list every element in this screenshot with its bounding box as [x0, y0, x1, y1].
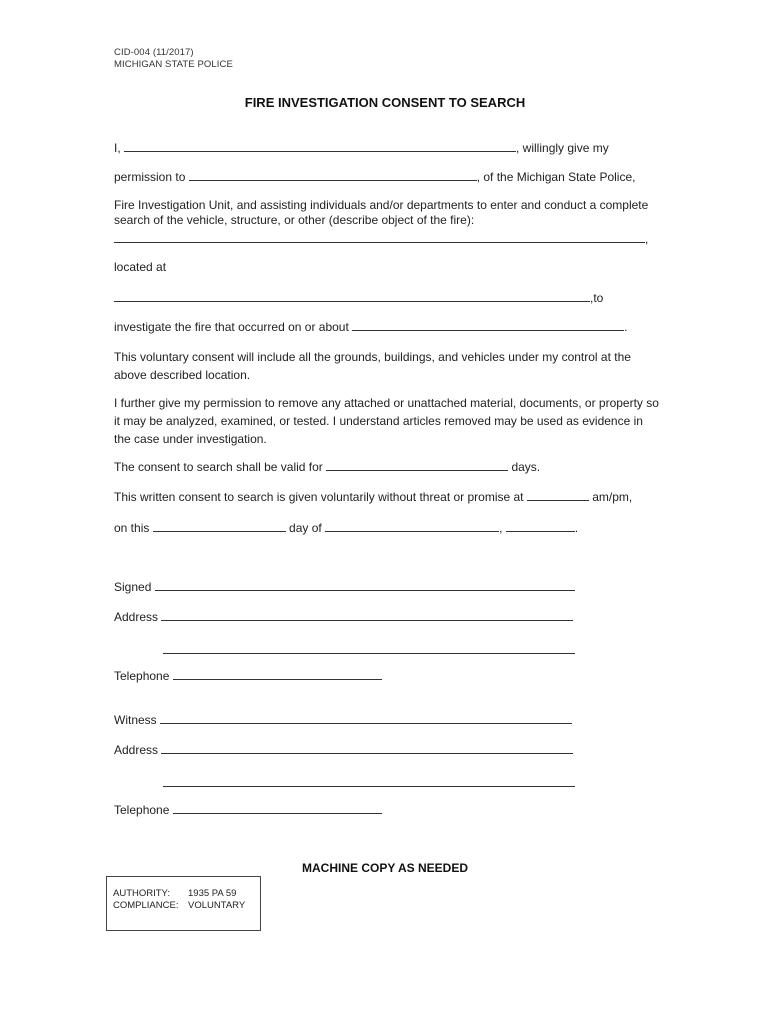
signed-label: Signed [114, 580, 155, 594]
witness-address-field[interactable] [161, 742, 573, 754]
unit-paragraph: Fire Investigation Unit, and assisting individuals and/or departments to enter and conduct a complete search of the vehicle, structure, or other (describe object of the fire): [114, 198, 649, 227]
date-mid: day of [285, 521, 326, 535]
compliance-value: VOLUNTARY [188, 900, 246, 911]
telephone-label: Telephone [114, 669, 173, 683]
page-title: FIRE INVESTIGATION CONSENT TO SEARCH [244, 95, 526, 110]
day-field[interactable] [153, 520, 286, 532]
consenter-prefix: I, [114, 141, 125, 155]
witness-address-line [114, 742, 573, 757]
signature-field[interactable] [155, 579, 575, 591]
authority-label: AUTHORITY: [113, 888, 171, 899]
authority-box [106, 876, 261, 931]
form-id: CID-004 (11/2017) [114, 47, 194, 58]
fire-date-field[interactable] [352, 319, 624, 331]
address-label: Address [114, 610, 162, 624]
signer-address-field-2[interactable] [163, 642, 575, 654]
witness-telephone-field[interactable] [173, 802, 382, 814]
written-suffix: am/pm, [588, 490, 633, 504]
authority-row [113, 888, 236, 899]
year-field[interactable] [506, 520, 575, 532]
signer-telephone-field[interactable] [173, 668, 382, 680]
consenter-name-field[interactable] [124, 140, 516, 152]
witness-address-label: Address [114, 743, 162, 757]
date-comma: , [499, 521, 506, 535]
signer-address-line-2 [163, 642, 575, 657]
permission-line [114, 169, 635, 184]
written-consent-line [114, 489, 632, 504]
witness-address-field-2[interactable] [163, 775, 575, 787]
agency-name: MICHIGAN STATE POLICE [114, 59, 233, 70]
object-description-field[interactable] [114, 231, 645, 243]
permission-prefix: permission to [114, 170, 189, 184]
consent-scope-paragraph: This voluntary consent will include all the grounds, buildings, and vehicles under my control at the above described location. [114, 350, 631, 382]
investigate-line [114, 319, 628, 334]
signer-telephone-line [114, 668, 382, 683]
authority-value: 1935 PA 59 [188, 888, 237, 899]
signed-line [114, 579, 575, 594]
witness-address-line-2 [163, 775, 575, 790]
officer-name-field[interactable] [189, 169, 477, 181]
month-field[interactable] [325, 520, 499, 532]
object-suffix: , [645, 232, 649, 246]
consenter-line [114, 140, 609, 155]
investigate-prefix: investigate the fire that occurred on or about [114, 320, 353, 334]
location-suffix: ,to [590, 291, 604, 305]
witness-telephone-label: Telephone [114, 803, 173, 817]
valid-days-line [114, 459, 540, 474]
written-prefix: This written consent to search is given voluntarily without threat or promise at [114, 490, 527, 504]
investigate-suffix: . [624, 320, 628, 334]
date-suffix: . [574, 521, 579, 535]
object-line [114, 231, 648, 246]
valid-suffix: days. [508, 460, 541, 474]
signer-address-field[interactable] [161, 609, 573, 621]
valid-prefix: The consent to search shall be valid for [114, 460, 327, 474]
witness-line [114, 712, 572, 727]
permission-suffix: , of the Michigan State Police, [476, 170, 636, 184]
location-field[interactable] [114, 290, 590, 302]
valid-days-field[interactable] [326, 459, 508, 471]
consenter-suffix: , willingly give my [516, 141, 609, 155]
time-field[interactable] [527, 489, 589, 501]
date-prefix: on this [114, 521, 153, 535]
location-line [114, 290, 603, 305]
compliance-label: COMPLIANCE: [113, 900, 179, 911]
date-line [114, 520, 578, 535]
compliance-row [113, 900, 245, 911]
removal-permission-paragraph: I further give my permission to remove any attached or unattached material, documents, or property so it may be analyzed, examined, or tested. I understand articles removed may be used as evidence in the case under investigation. [114, 396, 659, 446]
witness-label: Witness [114, 713, 161, 727]
witness-telephone-line [114, 802, 382, 817]
located-at-label: located at [114, 260, 167, 274]
signer-address-line [114, 609, 573, 624]
witness-signature-field[interactable] [160, 712, 572, 724]
machine-copy-note: MACHINE COPY AS NEEDED [301, 861, 469, 875]
